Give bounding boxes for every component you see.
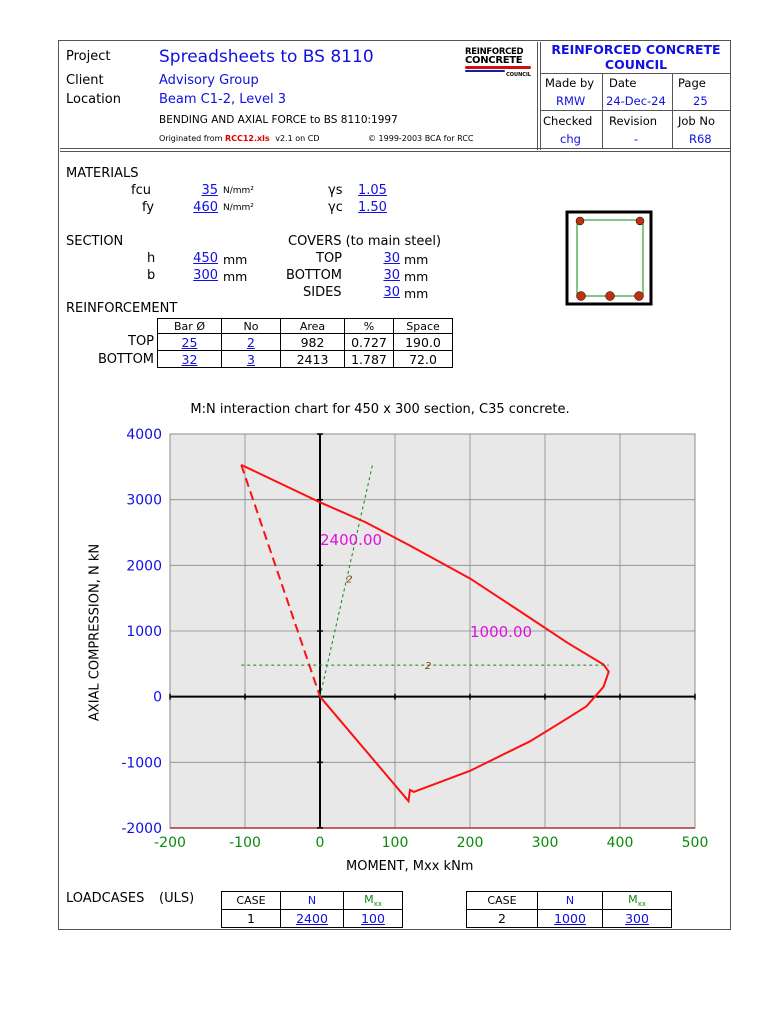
client-label: Client [66, 73, 104, 88]
data-label: 2 [346, 574, 353, 586]
bottom-no-input[interactable]: 3 [222, 351, 281, 368]
fcu-input[interactable]: 35 [201, 183, 218, 198]
loadcase-header-row [467, 892, 672, 910]
loadcase-table-1 [221, 891, 403, 928]
chart-title: M:N interaction chart for 450 x 300 section, C35 concrete. [190, 402, 570, 417]
fy-unit: N/mm² [223, 203, 254, 213]
fy-label: fy [142, 200, 155, 215]
x-tick-label: 0 [315, 835, 325, 851]
gamma-s-input[interactable]: 1.05 [358, 183, 387, 198]
x-tick-label: 300 [531, 835, 559, 851]
reinf-bottom-label: BOTTOM [98, 352, 155, 367]
y-tick-label: 3000 [126, 492, 162, 509]
table-row [467, 910, 672, 928]
col-n: N [538, 892, 603, 910]
x-tick-label: 200 [456, 835, 484, 851]
made-by-label: Made by [545, 76, 595, 90]
x-tick-label: -200 [154, 835, 186, 851]
col-pct: % [345, 319, 394, 334]
col-m-sub: xx [637, 900, 646, 909]
cover-sides-unit: mm [404, 286, 429, 301]
x-tick-label: 100 [381, 835, 409, 851]
page-value: 25 [693, 94, 708, 108]
gamma-c-label: γc [328, 200, 343, 215]
col-area: Area [281, 319, 345, 334]
b-input[interactable]: 300 [193, 268, 218, 283]
loadcases-heading: LOADCASES [66, 891, 145, 906]
case-number: 1 [222, 910, 281, 928]
h-input[interactable]: 450 [193, 251, 218, 266]
x-axis-label: MOMENT, Mxx kNm [346, 859, 474, 874]
gamma-c-input[interactable]: 1.50 [358, 200, 387, 215]
section-heading: SECTION [66, 234, 124, 249]
council-title: REINFORCED CONCRETE COUNCIL [551, 42, 721, 72]
cover-bottom-unit: mm [404, 269, 429, 284]
cover-top-input[interactable]: 30 [383, 251, 400, 266]
date-value: 24-Dec-24 [606, 94, 666, 108]
col-bar: Bar Ø [158, 319, 222, 334]
col-m [344, 892, 403, 910]
logo-line3: COUNCIL [506, 72, 531, 78]
data-label: 1000.00 [470, 623, 533, 641]
case-number: 2 [467, 910, 538, 928]
loadcase-header-row [222, 892, 403, 910]
gamma-s-label: γs [328, 183, 343, 198]
loadcase-table-2 [466, 891, 672, 928]
x-tick-label: 500 [681, 835, 709, 851]
top-pct: 0.727 [345, 334, 394, 351]
jobno-label: Job No [678, 114, 716, 128]
cover-sides-input[interactable]: 30 [383, 285, 400, 300]
bottom-area: 2413 [281, 351, 345, 368]
data-label: 2400.00 [320, 531, 383, 550]
client-value: Advisory Group [159, 73, 259, 88]
copyright-text: © 1999-2003 BCA for RCC [368, 134, 474, 143]
reinf-top-label: TOP [128, 334, 155, 349]
b-label: b [147, 268, 156, 283]
y-tick-label: -1000 [121, 755, 162, 772]
project-label: Project [66, 49, 111, 64]
col-case: CASE [467, 892, 538, 910]
date-label: Date [609, 76, 637, 90]
h-label: h [147, 251, 156, 266]
logo-line2: CONCRETE [465, 55, 523, 66]
cover-sides-label: SIDES [303, 285, 342, 300]
made-by-value: RMW [556, 94, 586, 108]
checked-value: chg [560, 132, 581, 146]
bottom-space: 72.0 [394, 351, 453, 368]
x-tick-label: 400 [606, 835, 634, 851]
originated-version: v2.1 on CD [275, 134, 320, 143]
fcu-label: fcu [131, 183, 151, 198]
covers-heading: COVERS (to main steel) [288, 234, 442, 249]
data-label: 2 [425, 661, 432, 673]
cover-bottom-label: BOTTOM [286, 268, 343, 283]
y-tick-label: 4000 [126, 427, 162, 443]
col-m-label: M [628, 892, 638, 906]
b-unit: mm [223, 269, 248, 284]
subject-line: BENDING AND AXIAL FORCE to BS 8110:1997 [159, 114, 398, 126]
cover-top-unit: mm [404, 252, 429, 267]
table-row [222, 910, 403, 928]
y-axis-label: AXIAL COMPRESSION, N kN [87, 543, 103, 722]
cover-top-label: TOP [316, 251, 343, 266]
top-no-input[interactable]: 2 [222, 334, 281, 351]
case-n-input[interactable]: 1000 [538, 910, 603, 928]
col-m [603, 892, 672, 910]
col-no: No [222, 319, 281, 334]
revision-value: - [634, 132, 639, 146]
col-case: CASE [222, 892, 281, 910]
top-bar-input[interactable]: 25 [158, 334, 222, 351]
bottom-bar-input[interactable]: 32 [158, 351, 222, 368]
fy-input[interactable]: 460 [193, 200, 218, 215]
reinforcement-heading: REINFORCEMENT [66, 301, 178, 316]
col-m-label: M [364, 892, 374, 906]
y-tick-label: 2000 [126, 558, 162, 575]
project-value: Spreadsheets to BS 8110 [159, 47, 374, 67]
case-n-input[interactable]: 2400 [281, 910, 344, 928]
logo-line1: REINFORCED [465, 47, 524, 57]
revision-label: Revision [609, 114, 658, 128]
y-tick-label: 1000 [126, 624, 162, 640]
cover-bottom-input[interactable]: 30 [383, 268, 400, 283]
materials-heading: MATERIALS [66, 166, 139, 181]
top-area: 982 [281, 334, 345, 351]
col-n: N [281, 892, 344, 910]
y-tick-label: -2000 [121, 821, 162, 837]
top-space: 190.0 [394, 334, 453, 351]
originated-prefix: Originated from [159, 134, 223, 143]
case-m-input[interactable]: 300 [603, 910, 672, 928]
h-unit: mm [223, 252, 248, 267]
location-value: Beam C1-2, Level 3 [159, 92, 286, 107]
case-m-input[interactable]: 100 [344, 910, 403, 928]
location-label: Location [66, 92, 121, 107]
col-m-sub: xx [373, 900, 382, 909]
jobno-value: R68 [689, 132, 712, 146]
y-tick-label: 0 [153, 689, 162, 706]
page-label: Page [678, 76, 706, 90]
bottom-pct: 1.787 [345, 351, 394, 368]
col-space: Space [394, 319, 453, 334]
x-tick-label: -100 [229, 835, 261, 851]
loadcases-uls: (ULS) [159, 891, 195, 906]
checked-label: Checked [543, 114, 593, 128]
fcu-unit: N/mm² [223, 186, 254, 196]
originated-file[interactable]: RCC12.xls [224, 134, 270, 143]
